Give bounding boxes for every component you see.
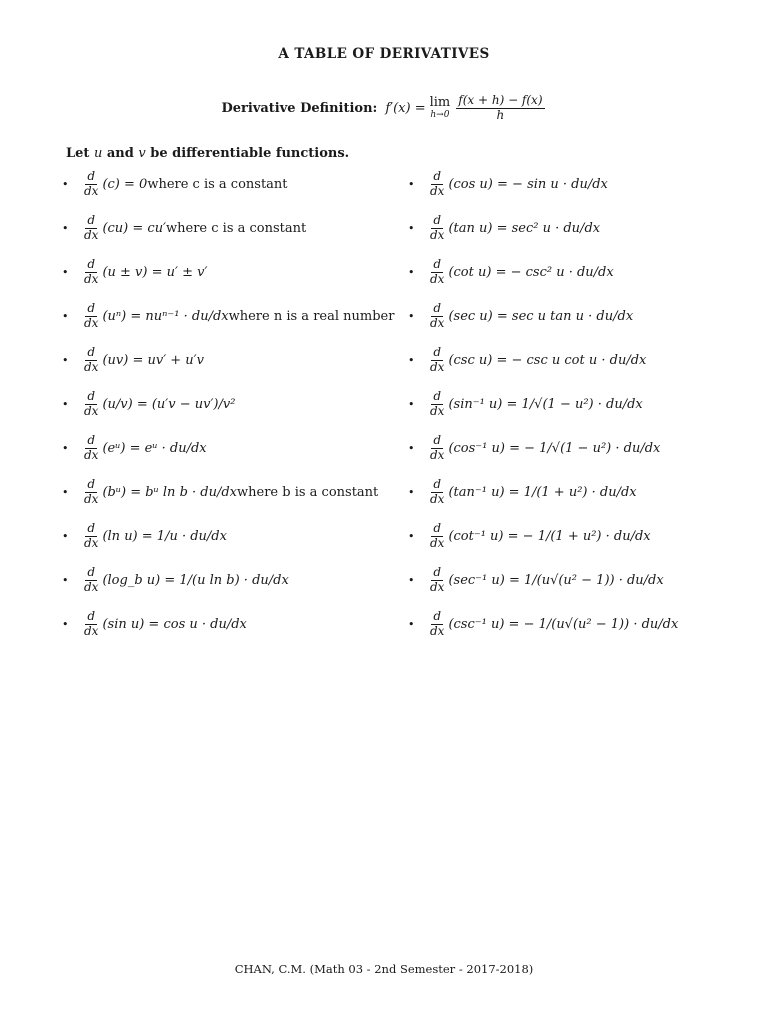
bullet-icon: •	[62, 485, 69, 499]
right-formula-2	[408, 214, 600, 243]
formula-expression: (u ± v) = u′ ± v′	[102, 264, 208, 280]
formula-expression: (ln u) = 1/u · du/dx	[102, 528, 227, 544]
ddx-numerator: d	[87, 301, 96, 315]
right-formula-10	[408, 566, 664, 595]
ddx-operator	[428, 346, 446, 375]
bullet-icon: •	[62, 353, 69, 367]
right-formula-11	[408, 610, 678, 639]
ddx-operator	[82, 566, 100, 595]
right-formula-8	[408, 478, 637, 507]
formula-expression: (cot u) = − csc² u · du/dx	[448, 264, 614, 280]
ddx-denominator: dx	[430, 359, 445, 374]
ddx-denominator: dx	[430, 315, 445, 330]
ddx-operator	[428, 214, 446, 243]
ddx-denominator: dx	[84, 403, 99, 418]
ddx-numerator: d	[87, 257, 96, 271]
intro-text-1: Let	[66, 146, 94, 161]
ddx-denominator: dx	[84, 623, 99, 638]
ddx-operator	[82, 346, 100, 375]
ddx-denominator: dx	[84, 227, 99, 242]
bullet-icon: •	[408, 353, 415, 367]
left-formula-9	[62, 522, 227, 551]
bullet-icon: •	[62, 617, 69, 631]
bullet-icon: •	[408, 441, 415, 455]
left-formula-7	[62, 434, 207, 463]
ddx-operator	[82, 390, 100, 419]
ddx-operator	[428, 302, 446, 331]
ddx-denominator: dx	[430, 403, 445, 418]
left-formula-5	[62, 346, 204, 375]
ddx-operator	[428, 434, 446, 463]
bullet-icon: •	[408, 573, 415, 587]
left-formula-11	[62, 610, 247, 639]
right-formula-6	[408, 390, 643, 419]
ddx-operator	[82, 258, 100, 287]
ddx-denominator: dx	[84, 315, 99, 330]
ddx-operator	[82, 434, 100, 463]
ddx-numerator: d	[87, 477, 96, 491]
right-formula-7	[408, 434, 660, 463]
ddx-operator	[82, 170, 100, 199]
ddx-numerator: d	[87, 433, 96, 447]
right-formula-5	[408, 346, 646, 375]
ddx-numerator: d	[433, 477, 442, 491]
formula-expression: (c) = 0	[102, 176, 148, 192]
formula-expression: (uⁿ) = nuⁿ⁻¹ · du/dx	[102, 308, 229, 324]
ddx-numerator: d	[433, 257, 442, 271]
intro-text-2: and	[102, 146, 139, 161]
bullet-icon: •	[408, 397, 415, 411]
derivative-definition	[0, 94, 768, 123]
formula-expression: (sin u) = cos u · du/dx	[102, 616, 247, 632]
ddx-denominator: dx	[84, 183, 99, 198]
ddx-numerator: d	[87, 565, 96, 579]
left-formula-8	[62, 478, 378, 507]
right-formula-1	[408, 170, 608, 199]
difference-quotient	[456, 94, 544, 123]
ddx-denominator: dx	[84, 579, 99, 594]
ddx-operator	[428, 390, 446, 419]
formula-note: where c is a constant	[147, 176, 288, 192]
left-formula-10	[62, 566, 289, 595]
ddx-denominator: dx	[430, 491, 445, 506]
intro-sentence	[66, 146, 349, 161]
limit-word: lim	[429, 95, 451, 111]
bullet-icon: •	[62, 529, 69, 543]
formula-expression: (csc u) = − csc u cot u · du/dx	[448, 352, 647, 368]
ddx-denominator: dx	[430, 271, 445, 286]
bullet-icon: •	[62, 309, 69, 323]
formula-expression: (tan⁻¹ u) = 1/(1 + u²) · du/dx	[448, 484, 637, 500]
right-formula-3	[408, 258, 614, 287]
ddx-denominator: dx	[84, 359, 99, 374]
ddx-operator	[428, 610, 446, 639]
formula-note: where n is a real number	[228, 308, 395, 324]
bullet-icon: •	[62, 221, 69, 235]
ddx-numerator: d	[87, 213, 96, 227]
formula-expression: (cos u) = − sin u · du/dx	[448, 176, 608, 192]
ddx-numerator: d	[433, 345, 442, 359]
ddx-numerator: d	[433, 433, 442, 447]
ddx-denominator: dx	[430, 447, 445, 462]
ddx-operator	[428, 258, 446, 287]
ddx-denominator: dx	[430, 623, 445, 638]
intro-u: u	[93, 146, 103, 161]
ddx-denominator: dx	[430, 535, 445, 550]
definition-lhs: f′(x) =	[385, 100, 426, 116]
bullet-icon: •	[408, 529, 415, 543]
bullet-icon: •	[408, 617, 415, 631]
formula-expression: (cot⁻¹ u) = − 1/(1 + u²) · du/dx	[448, 528, 651, 544]
formula-expression: (u/v) = (u′v − uv′)/v²	[102, 396, 236, 412]
bullet-icon: •	[408, 485, 415, 499]
formula-expression: (cos⁻¹ u) = − 1/√(1 − u²) · du/dx	[448, 440, 661, 456]
limit	[430, 96, 451, 120]
ddx-numerator: d	[433, 169, 442, 183]
intro-text-3: be differentiable functions.	[145, 146, 350, 161]
ddx-numerator: d	[433, 565, 442, 579]
left-formula-1	[62, 170, 288, 199]
formula-expression: (uv) = uv′ + u′v	[102, 352, 204, 368]
ddx-numerator: d	[87, 609, 96, 623]
intro-v: v	[138, 146, 146, 161]
formula-expression: (tan u) = sec² u · du/dx	[448, 220, 601, 236]
formula-expression: (sec⁻¹ u) = 1/(u√(u² − 1)) · du/dx	[448, 572, 664, 588]
ddx-denominator: dx	[430, 183, 445, 198]
bullet-icon: •	[408, 309, 415, 323]
ddx-operator	[428, 522, 446, 551]
ddx-operator	[82, 214, 100, 243]
bullet-icon: •	[62, 397, 69, 411]
footer: CHAN, C.M. (Math 03 - 2nd Semester - 2017-2018)	[234, 962, 534, 976]
ddx-denominator: dx	[84, 271, 99, 286]
left-formula-6	[62, 390, 235, 419]
ddx-denominator: dx	[84, 447, 99, 462]
ddx-numerator: d	[87, 345, 96, 359]
ddx-operator	[428, 566, 446, 595]
ddx-operator	[82, 522, 100, 551]
left-formula-2	[62, 214, 306, 243]
bullet-icon: •	[408, 221, 415, 235]
formula-expression: (eᵘ) = eᵘ · du/dx	[102, 440, 207, 456]
formula-expression: (sin⁻¹ u) = 1/√(1 − u²) · du/dx	[448, 396, 643, 412]
bullet-icon: •	[62, 177, 69, 191]
ddx-operator	[82, 302, 100, 331]
bullet-icon: •	[62, 441, 69, 455]
ddx-operator	[428, 478, 446, 507]
ddx-denominator: dx	[430, 227, 445, 242]
formula-expression: (csc⁻¹ u) = − 1/(u√(u² − 1)) · du/dx	[448, 616, 679, 632]
difference-quotient-numerator: f(x + h) − f(x)	[458, 93, 543, 107]
ddx-numerator: d	[87, 389, 96, 403]
formula-note: where c is a constant	[166, 220, 307, 236]
ddx-denominator: dx	[84, 491, 99, 506]
difference-quotient-denominator: h	[496, 107, 505, 122]
ddx-numerator: d	[433, 213, 442, 227]
ddx-numerator: d	[433, 521, 442, 535]
definition-label: Derivative Definition:	[221, 100, 378, 116]
formula-expression: (cu) = cu′	[102, 220, 167, 236]
limit-subscript: h→0	[430, 109, 450, 120]
formula-expression: (bᵘ) = bᵘ ln b · du/dx	[102, 484, 238, 500]
ddx-operator	[428, 170, 446, 199]
ddx-denominator: dx	[84, 535, 99, 550]
ddx-operator	[82, 478, 100, 507]
right-formula-9	[408, 522, 651, 551]
left-formula-4	[62, 302, 394, 331]
ddx-operator	[82, 610, 100, 639]
ddx-numerator: d	[433, 609, 442, 623]
bullet-icon: •	[408, 177, 415, 191]
right-formula-4	[408, 302, 633, 331]
formula-expression: (sec u) = sec u tan u · du/dx	[448, 308, 634, 324]
ddx-numerator: d	[433, 301, 442, 315]
ddx-numerator: d	[87, 521, 96, 535]
left-formula-3	[62, 258, 207, 287]
bullet-icon: •	[408, 265, 415, 279]
page-title: A TABLE OF DERIVATIVES	[278, 46, 490, 62]
bullet-icon: •	[62, 265, 69, 279]
ddx-numerator: d	[87, 169, 96, 183]
formula-note: where b is a constant	[237, 484, 379, 500]
ddx-numerator: d	[433, 389, 442, 403]
ddx-denominator: dx	[430, 579, 445, 594]
formula-expression: (log_b u) = 1/(u ln b) · du/dx	[102, 572, 289, 588]
bullet-icon: •	[62, 573, 69, 587]
